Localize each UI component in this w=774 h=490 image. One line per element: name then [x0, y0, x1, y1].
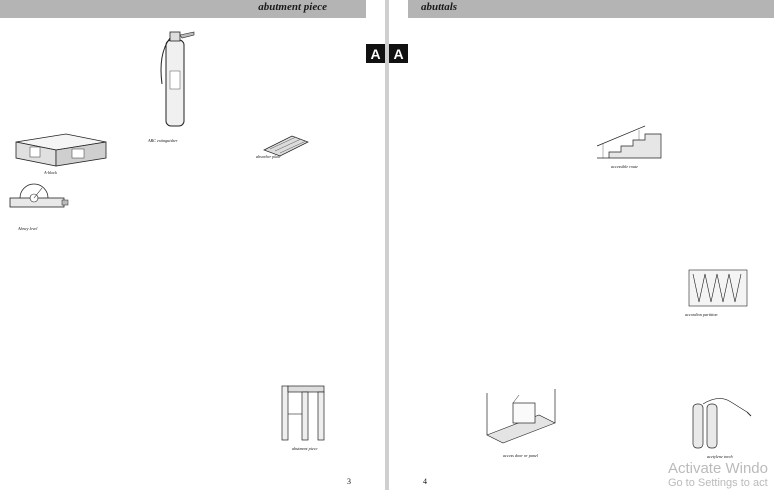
accordion-partition-figure [685, 266, 757, 322]
abney-label: Abney level [18, 226, 38, 231]
watermark-line-1: Activate Windo [667, 460, 768, 477]
acetylene-torch-label: acetylene torch [707, 454, 733, 459]
acetylene-torch-figure [679, 392, 759, 462]
extinguisher-label: ABC extinguisher [148, 138, 178, 143]
accessible-route-figure [593, 124, 669, 174]
access-door-figure [479, 385, 569, 461]
extinguisher-icon [150, 26, 200, 136]
left-page [0, 0, 385, 490]
left-page-number: 3 [347, 477, 351, 486]
abutment-piece-icon [278, 380, 330, 444]
watermark-line-2: Go to Settings to act [667, 477, 768, 489]
right-guide-word: abuttals [421, 1, 458, 13]
right-letter-tab: A [389, 44, 408, 63]
ablock-label: A-block [44, 170, 58, 175]
abney-figure [4, 178, 74, 236]
stairs-icon [593, 124, 667, 164]
absorber-plate-figure [256, 132, 322, 162]
windows-activation-watermark [668, 460, 768, 490]
accordion-partition-label: accordion partition [685, 312, 718, 317]
absorber-plate-label: absorber plate [256, 154, 281, 159]
left-guide-word: abutment piece [258, 1, 327, 13]
ablock-icon [6, 128, 116, 170]
access-door-icon [479, 385, 561, 449]
abutment-label: abutment piece [292, 446, 318, 451]
right-page [389, 0, 774, 490]
ablock-figure [6, 128, 116, 178]
accordion-partition-icon [685, 266, 751, 310]
abutment-figure [278, 380, 338, 456]
acetylene-torch-icon [679, 392, 757, 452]
right-header-bar [408, 0, 774, 18]
accessible-route-label: accessible route [611, 164, 638, 169]
left-letter-tab: A [366, 44, 385, 63]
abney-level-icon [4, 178, 74, 226]
access-door-label: access door or panel [503, 453, 539, 458]
right-page-number: 4 [423, 477, 427, 486]
extinguisher-figure [150, 26, 200, 146]
